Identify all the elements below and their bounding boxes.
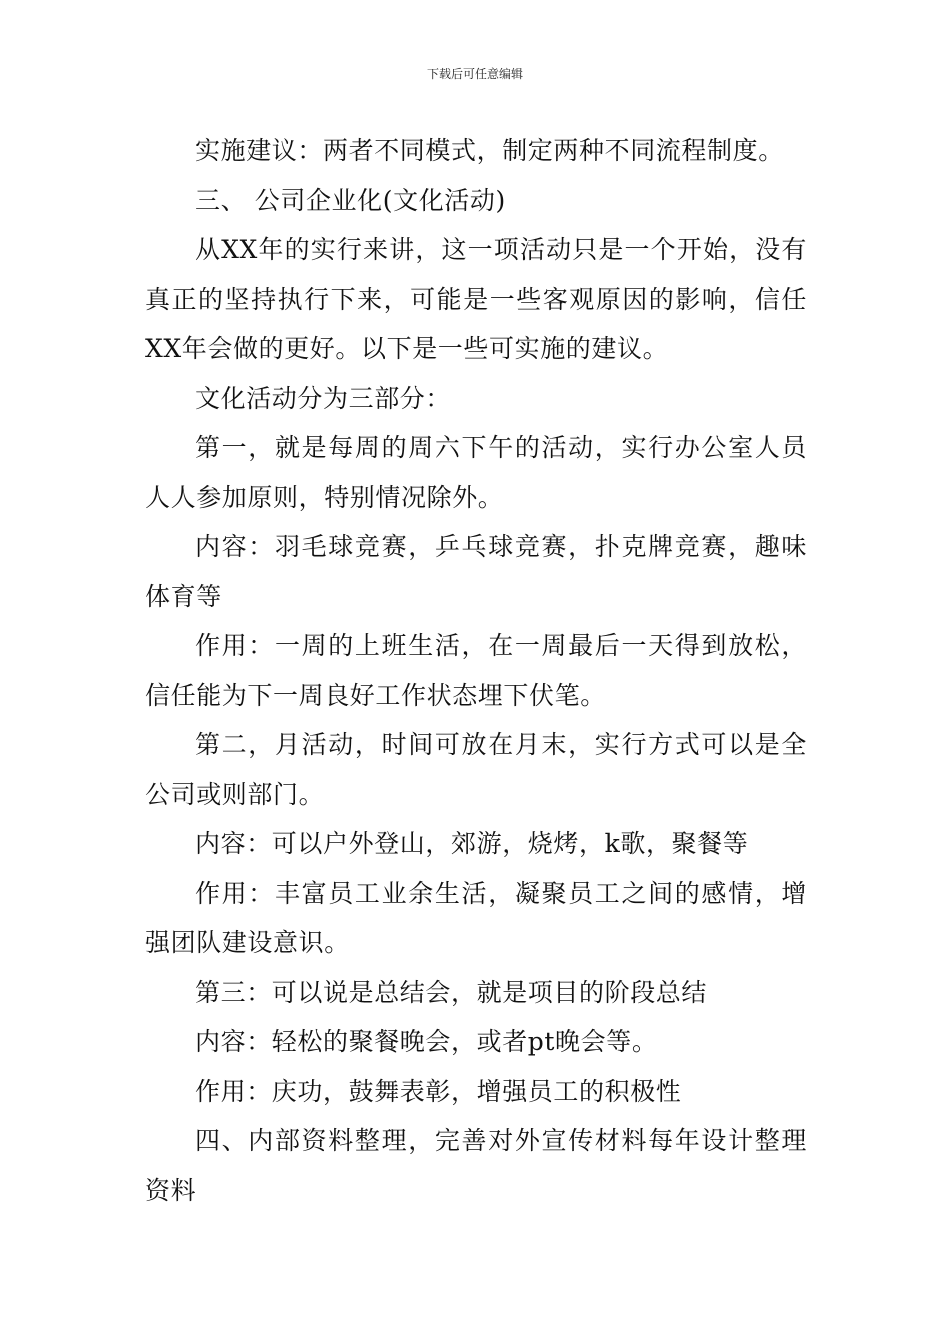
section-heading-three: 三、 公司企业化(文化活动): [195, 185, 506, 215]
paragraph-intro: 从XX年的实行来讲，这一项活动只是一个开始，没有真正的坚持执行下来，可能是一些客观原因的影响，信任XX年会做的更好。以下是一些可实施的建议。: [145, 235, 807, 363]
paragraph-first-effect: 作用：一周的上班生活，在一周最后一天得到放松，信任能为下一周良好工作状态埋下伏笔。: [145, 631, 807, 710]
paragraph-implementation-suggestion: 实施建议：两者不同模式，制定两种不同流程制度。: [195, 136, 784, 165]
paragraph-first-content: 内容：羽毛球竞赛，乒乓球竞赛，扑克牌竞赛，趣味体育等: [145, 532, 807, 611]
document-body: [145, 126, 807, 1215]
paragraph-second-monthly: 第二，月活动，时间可放在月末，实行方式可以是全公司或则部门。: [145, 730, 807, 809]
paragraph-second-effect: 作用：丰富员工业余生活，凝聚员工之间的感情，增强团队建设意识。: [145, 878, 807, 957]
paragraph-second-content: 内容：可以户外登山，郊游，烧烤，k歌，聚餐等: [195, 829, 749, 858]
paragraph-third-content: 内容：轻松的聚餐晚会，或者pt晚会等。: [195, 1027, 658, 1056]
paragraph-third-effect: 作用：庆功，鼓舞表彰，增强员工的积极性: [195, 1076, 682, 1106]
page-header-note: 下载后可任意编辑: [426, 67, 523, 81]
paragraph-first-weekly: 第一，就是每周的周六下午的活动，实行办公室人员人人参加原则，特别情况除外。: [145, 433, 807, 512]
paragraph-third-summary: 第三：可以说是总结会，就是项目的阶段总结: [195, 977, 708, 1007]
paragraph-three-parts: 文化活动分为三部分：: [195, 383, 452, 413]
section-heading-four: 四、内部资料整理，完善对外宣传材料每年设计整理资料: [145, 1126, 807, 1205]
